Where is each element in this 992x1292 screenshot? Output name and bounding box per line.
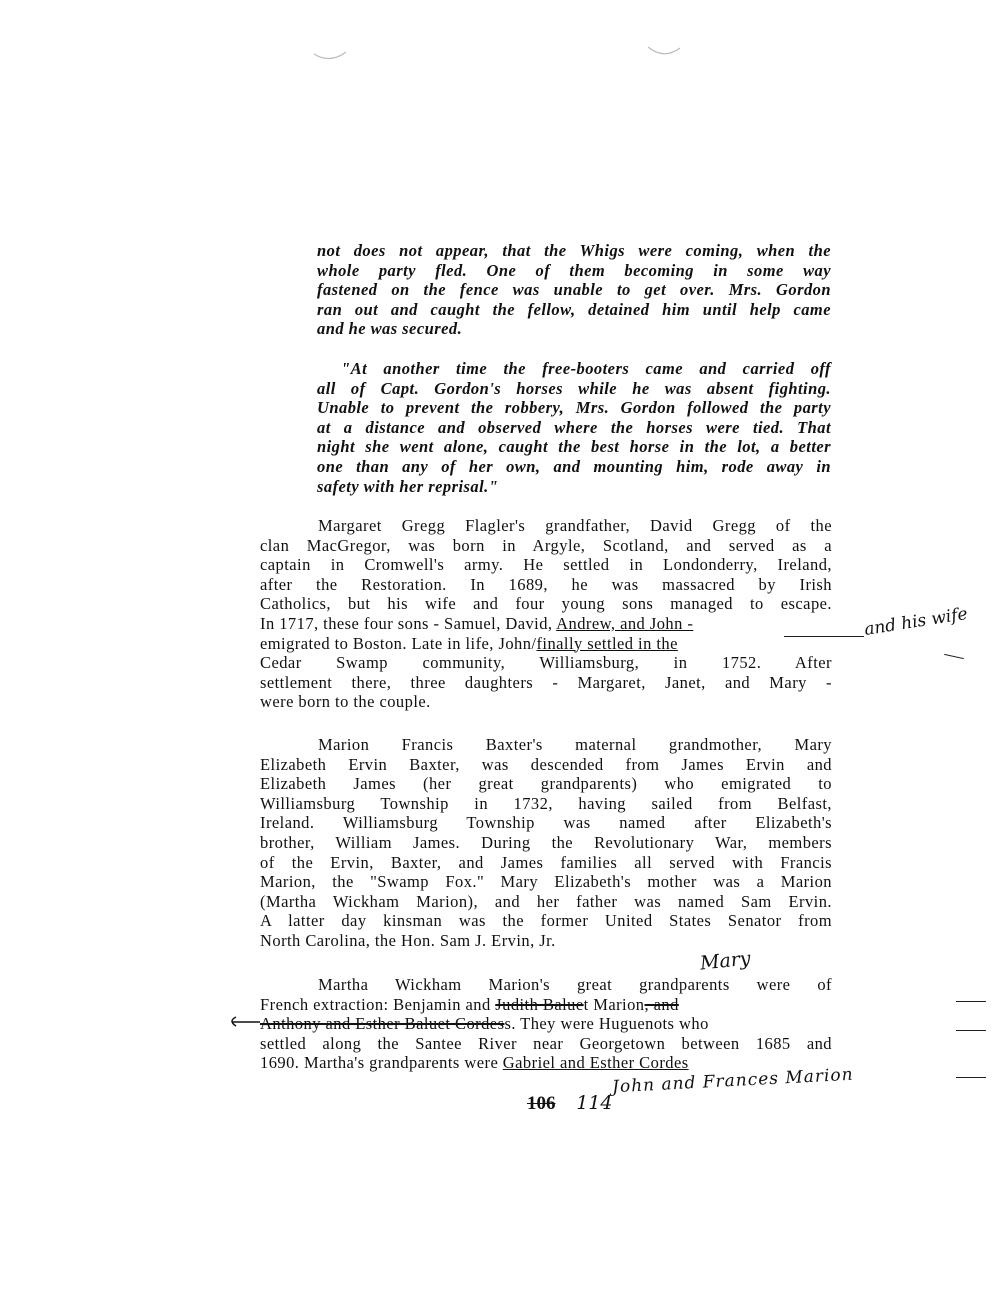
quote-line: ran out and caught the fellow, detained him until help came <box>317 299 831 319</box>
text-line: Elizabeth Ervin Baxter, was descended from James Ervin and <box>260 754 832 774</box>
quote-line: whole party fled. One of them becoming in some way <box>317 260 831 280</box>
handwritten-mary: Mary <box>698 947 752 975</box>
quote-line: fastened on the fence was unable to get over. Mrs. Gordon <box>317 280 831 300</box>
text-line: Marion, the "Swamp Fox." Mary Elizabeth's mother was a Marion <box>260 872 832 892</box>
quote-line: and he was secured. <box>317 319 463 339</box>
handwritten-and-his-wife: and his wife <box>862 603 969 640</box>
margin-dash <box>944 654 964 659</box>
paragraph-baxter <box>260 735 832 951</box>
quote-line: not does not appear, that the Whigs were coming, when the <box>317 241 831 260</box>
text-line: captain in Cromwell's army. He settled in Londonderry, Ireland, <box>260 555 832 575</box>
underlined-fragment: finally settled in the <box>536 633 678 653</box>
text-line: Marion Francis Baxter's maternal grandmother, Mary <box>318 735 832 754</box>
text-line: A latter day kinsman was the former United States Senator from <box>260 911 832 931</box>
text-fragment: emigrated to Boston. Late in life, John <box>260 633 532 653</box>
text-line: Martha Wickham Marion's great grandparents were of <box>318 975 832 994</box>
struck-text: Gabriel and Esther Cordes <box>502 1053 689 1073</box>
margin-dash <box>956 1077 986 1078</box>
quote-line: one than any of her own, and mounting him, rode away in <box>317 456 831 476</box>
text-line: Ireland. Williamsburg Township was named after Elizabeth's <box>260 813 832 833</box>
text-line: (Martha Wickham Marion), and her father was named Sam Ervin. <box>260 891 832 911</box>
text-line: Margaret Gregg Flagler's grandfather, David Gregg of the <box>318 516 832 535</box>
text-line <box>260 614 832 634</box>
text-line: Williamsburg Township in 1732, having sailed from Belfast, <box>260 793 832 813</box>
paragraph-gregg <box>260 516 832 712</box>
quote-line: "At another time the free-booters came and carried off <box>341 359 831 378</box>
caret-mark: / <box>531 633 537 653</box>
insertion-line <box>784 636 864 637</box>
struck-text: , and <box>644 994 679 1014</box>
quote-line: at a distance and observed where the horses were tied. That <box>317 417 831 437</box>
underlined-fragment: Andrew, and John - <box>556 613 694 633</box>
left-margin-arrow <box>226 1014 262 1028</box>
struck-text: Anthony and Esther Baluet Cordes <box>260 1014 505 1034</box>
quote-line: Unable to prevent the robbery, Mrs. Gordon followed the party <box>317 398 831 418</box>
old-page-number: 106 <box>527 1093 556 1114</box>
quote-line: safety with her reprisal." <box>317 476 499 496</box>
text-line <box>260 995 832 1015</box>
text-line: of the Ervin, Baxter, and James families all served with Francis <box>260 852 832 872</box>
text-line: were born to the couple. <box>260 692 431 712</box>
quote-line: all of Capt. Gordon's horses while he was absent fighting. <box>317 378 831 398</box>
quote-block-2 <box>317 359 831 496</box>
text-fragment: t Marion <box>583 994 645 1014</box>
text-line: Elizabeth James (her great grandparents) who emigrated to <box>260 774 832 794</box>
text-fragment: In 1717, these four sons - Samuel, David, <box>260 613 557 633</box>
new-page-number: 114 <box>576 1092 613 1114</box>
page-number <box>527 1092 613 1115</box>
text-line: settlement there, three daughters - Margaret, Janet, and Mary - <box>260 672 832 692</box>
text-line: North Carolina, the Hon. Sam J. Ervin, Jr. <box>260 930 556 950</box>
text-line <box>260 1014 832 1034</box>
text-fragment: 1690. Martha's grandparents were <box>260 1053 503 1073</box>
handwritten-john-and-frances-marion: John and Frances Marion <box>611 1064 855 1098</box>
text-line: after the Restoration. In 1689, he was massacred by Irish <box>260 574 832 594</box>
text-line: clan MacGregor, was born in Argyle, Scotland, and served as a <box>260 535 832 555</box>
text-line: settled along the Santee River near Georgetown between 1685 and <box>260 1033 832 1053</box>
struck-text: Judith Balue <box>495 994 584 1014</box>
margin-dash <box>956 1001 986 1002</box>
margin-dash <box>956 1030 986 1031</box>
paragraph-marion <box>260 975 832 1073</box>
text-line: Cedar Swamp community, Williamsburg, in 1752. After <box>260 653 832 673</box>
text-fragment: s. They were Huguenots who <box>504 1014 709 1034</box>
scan-mark-right <box>646 44 682 60</box>
quote-line: night she went alone, caught the best horse in the lot, a better <box>317 437 831 457</box>
text-line <box>260 634 832 654</box>
text-line: Catholics, but his wife and four young sons managed to escape. <box>260 594 832 614</box>
text-fragment: French extraction: Benjamin and <box>260 994 496 1014</box>
scan-mark-left <box>312 48 348 64</box>
text-line: brother, William James. During the Revolutionary War, members <box>260 832 832 852</box>
quote-block-1 <box>317 241 831 339</box>
